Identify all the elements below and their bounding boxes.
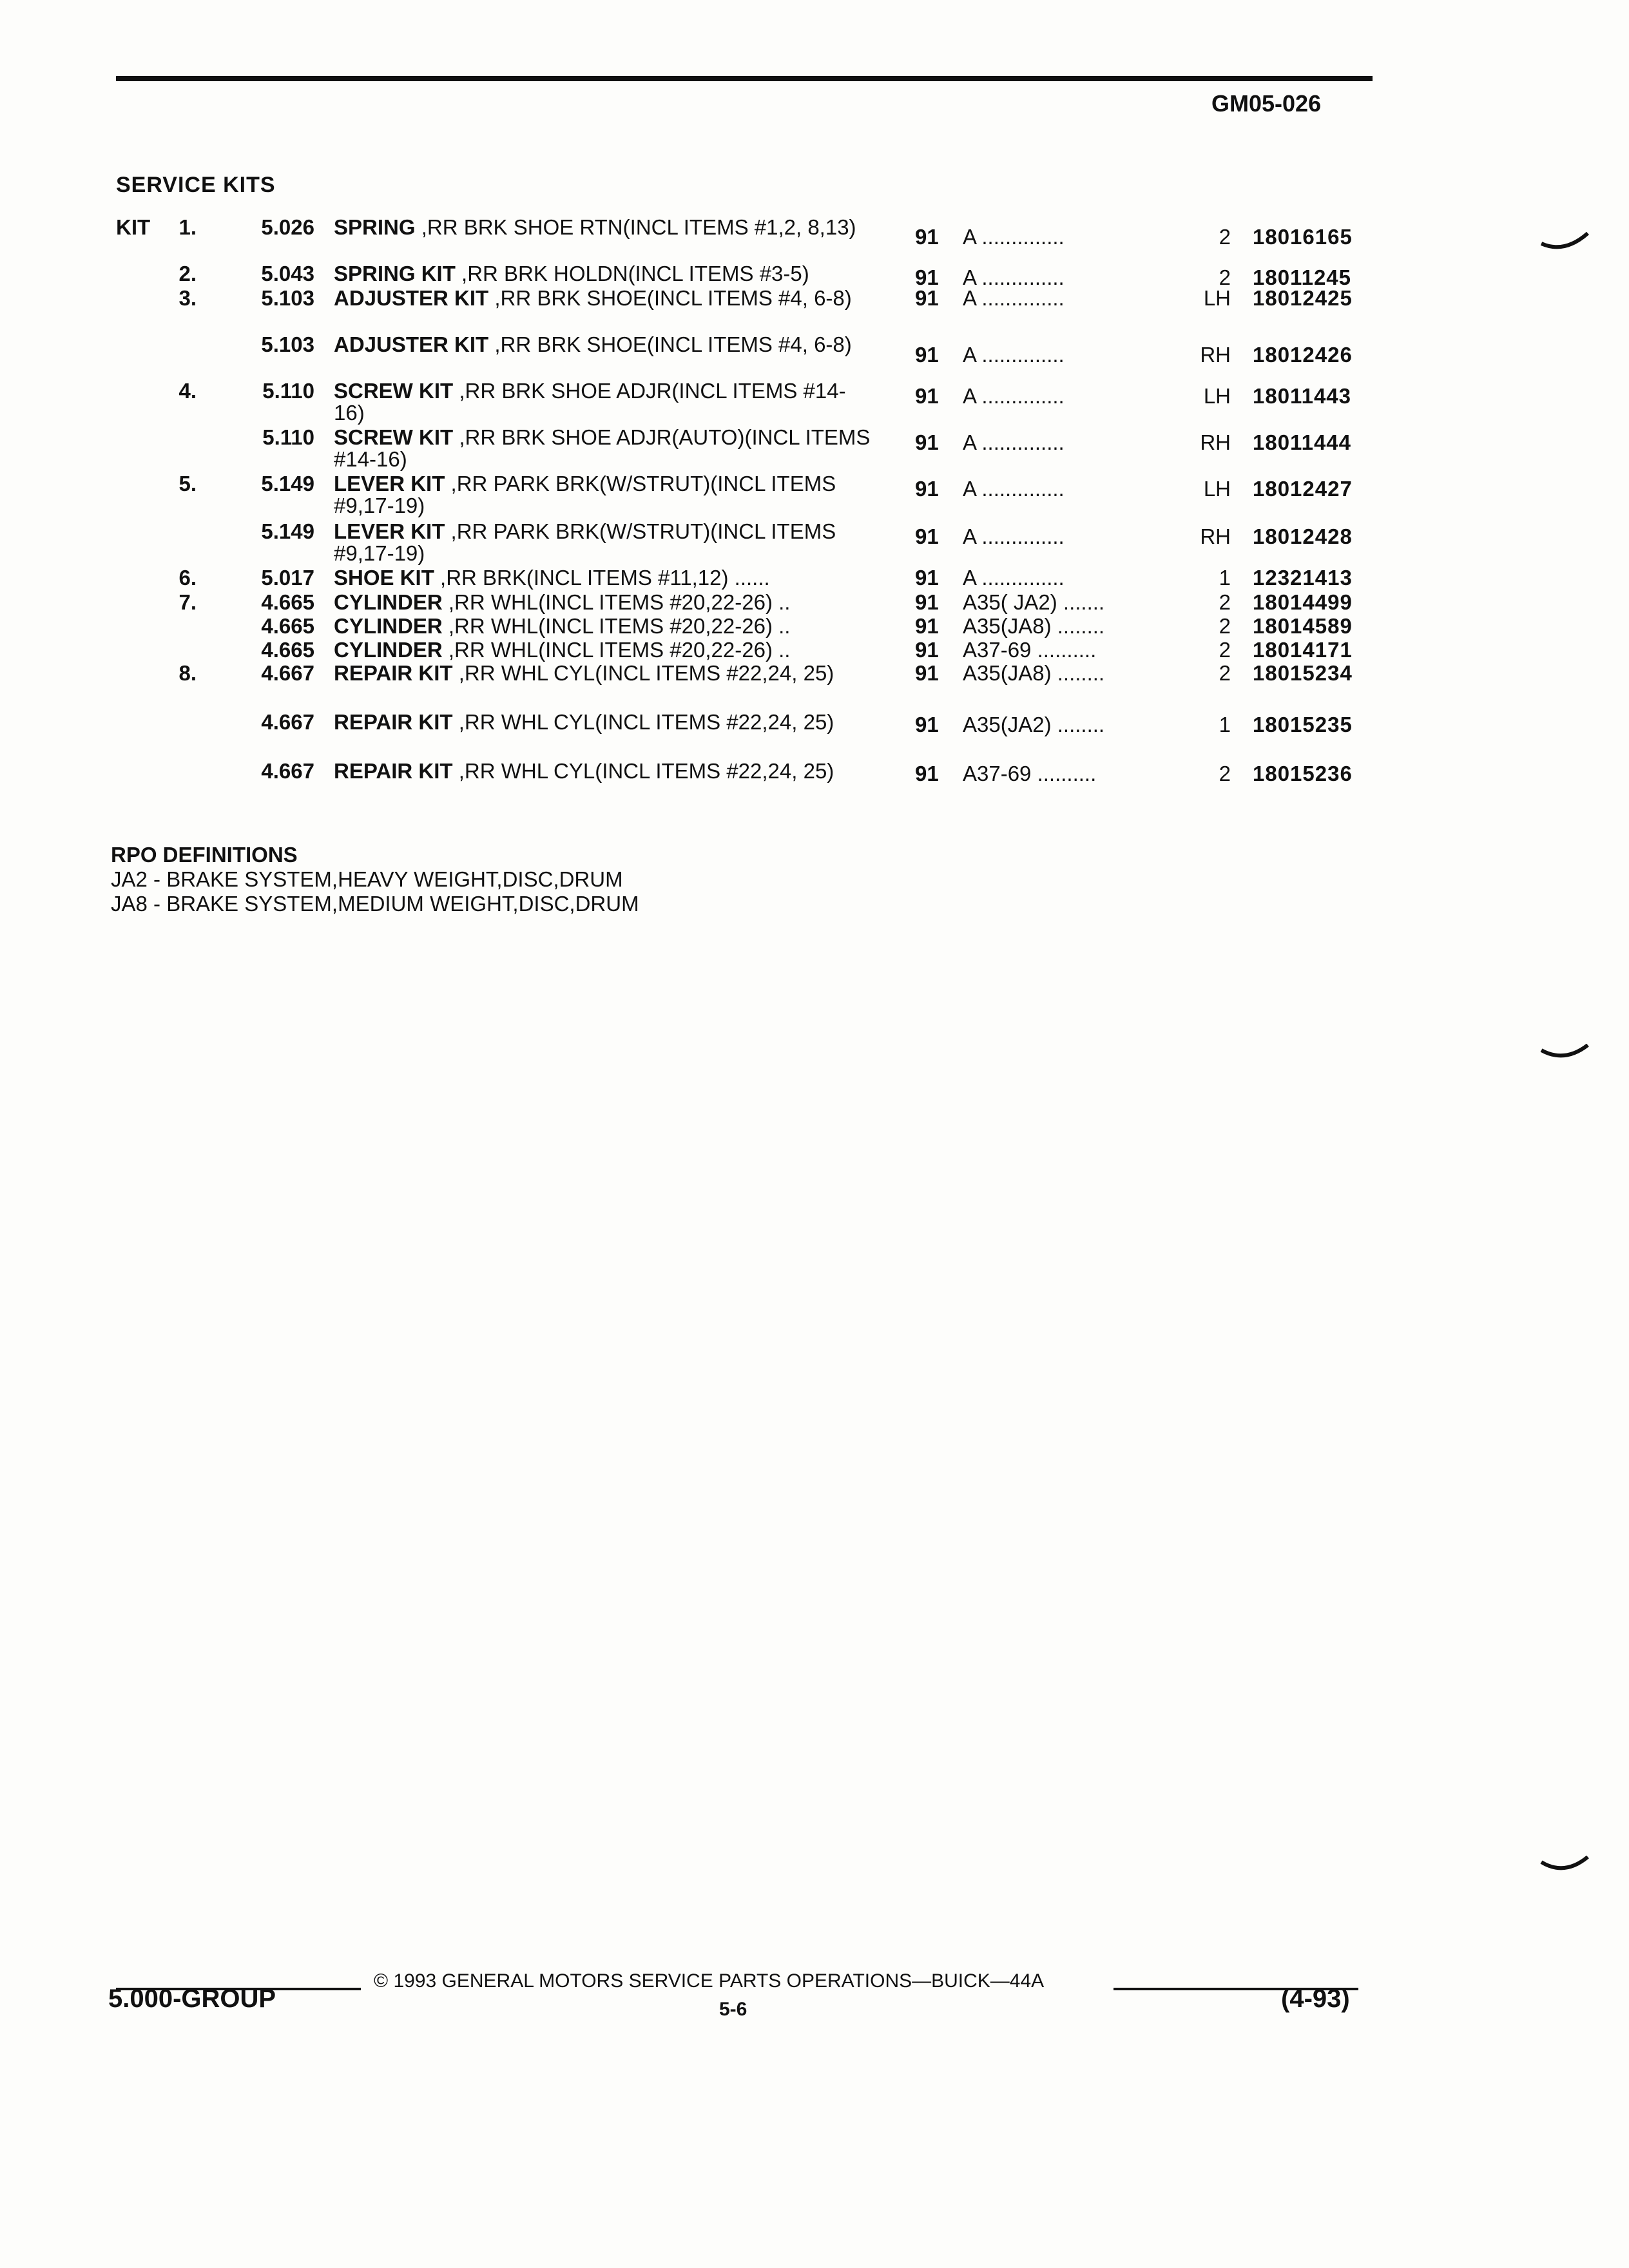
figure-reference: 4.667 — [261, 759, 314, 783]
kit-detail: ,RR BRK SHOE ADJR(INCL ITEMS #14-16) — [334, 379, 846, 425]
kit-name: SPRING — [334, 215, 416, 239]
kit-number: 6. — [178, 566, 197, 590]
part-number: 18012428 — [1253, 524, 1353, 548]
model-code: A35(JA2) ........ — [963, 713, 1105, 736]
model-code: A35( JA2) ....... — [963, 590, 1105, 614]
quantity: 1 — [1219, 566, 1231, 590]
quantity: RH — [1200, 343, 1231, 367]
kit-detail: ,RR WHL CYL(INCL ITEMS #22,24, 25) — [458, 710, 834, 734]
kit-description — [334, 216, 875, 238]
kit-detail: ,RR PARK BRK(W/STRUT)(INCL ITEMS #9,17-19) — [334, 472, 836, 517]
part-number: 18012425 — [1253, 286, 1353, 310]
kit-row — [0, 427, 1629, 473]
model-code: A35(JA8) ........ — [963, 661, 1105, 685]
model-code: A .............. — [963, 477, 1065, 501]
kit-name: SHOE KIT — [334, 566, 434, 590]
part-number: 18011443 — [1253, 384, 1352, 408]
figure-reference: 4.665 — [261, 590, 314, 614]
kit-number: 2. — [178, 262, 197, 285]
kit-name: SCREW KIT — [334, 425, 454, 449]
kit-name: SCREW KIT — [334, 379, 454, 403]
figure-reference: 4.667 — [261, 661, 314, 685]
kit-detail: ,RR WHL CYL(INCL ITEMS #22,24, 25) — [458, 759, 834, 783]
kit-name: SPRING KIT — [334, 262, 456, 285]
kit-description — [334, 380, 875, 424]
page-number: 5-6 — [719, 1999, 747, 2020]
kit-row — [0, 334, 1629, 380]
binding-hole-mark — [1540, 1856, 1589, 1875]
model-code: A .............. — [963, 265, 1065, 289]
binding-hole-mark — [1540, 232, 1589, 251]
kit-description — [334, 567, 875, 589]
kit-row — [0, 216, 1629, 263]
kit-detail: ,RR BRK SHOE(INCL ITEMS #4, 6-8) — [494, 332, 852, 356]
model-year: 91 — [915, 713, 939, 736]
kit-name: LEVER KIT — [334, 519, 445, 543]
model-year: 91 — [915, 661, 939, 685]
kit-name: REPAIR KIT — [334, 759, 453, 783]
kit-detail: ,RR BRK SHOE(INCL ITEMS #4, 6-8) — [494, 286, 852, 310]
kit-row — [0, 263, 1629, 287]
quantity: 1 — [1219, 713, 1231, 736]
kit-name: REPAIR KIT — [334, 710, 453, 734]
rpo-definition: JA2 - BRAKE SYSTEM,HEAVY WEIGHT,DISC,DRUM — [111, 867, 623, 891]
model-code: A .............. — [963, 524, 1065, 548]
model-year: 91 — [915, 477, 939, 501]
kit-description — [334, 760, 875, 782]
figure-reference: 5.026 — [261, 215, 314, 239]
binding-hole-mark — [1540, 1044, 1589, 1063]
figure-reference: 5.103 — [261, 332, 314, 356]
kit-description — [334, 639, 875, 661]
section-title: SERVICE KITS — [116, 173, 276, 197]
kit-detail: ,RR BRK(INCL ITEMS #11,12) ...... — [440, 566, 770, 590]
kit-row — [0, 473, 1629, 521]
kit-number: 8. — [178, 661, 197, 685]
kit-detail: ,RR BRK HOLDN(INCL ITEMS #3-5) — [461, 262, 809, 285]
kit-description — [334, 263, 875, 285]
kit-name: ADJUSTER KIT — [334, 286, 489, 310]
kit-row — [0, 287, 1629, 334]
part-number: 18014589 — [1253, 614, 1353, 638]
kit-row — [0, 567, 1629, 591]
model-year: 91 — [915, 384, 939, 408]
part-number: 18011245 — [1253, 265, 1352, 289]
model-code: A .............. — [963, 225, 1065, 249]
group-label: 5.000-GROUP — [108, 1984, 276, 2013]
figure-reference: 5.043 — [261, 262, 314, 285]
kit-label: KIT — [116, 215, 151, 239]
kit-detail: ,RR WHL(INCL ITEMS #20,22-26) .. — [448, 590, 791, 614]
quantity: RH — [1200, 430, 1231, 454]
part-number: 18012427 — [1253, 477, 1353, 501]
model-year: 91 — [915, 566, 939, 590]
model-code: A .............. — [963, 286, 1065, 310]
kit-description — [334, 662, 875, 684]
quantity: 2 — [1219, 638, 1231, 662]
service-kits-list — [0, 216, 1629, 809]
kit-detail: ,RR WHL(INCL ITEMS #20,22-26) .. — [448, 614, 791, 638]
kit-row — [0, 760, 1629, 809]
quantity: LH — [1203, 286, 1231, 310]
model-code: A37-69 .......... — [963, 638, 1097, 662]
kit-description — [334, 334, 875, 356]
quantity: LH — [1203, 477, 1231, 501]
model-year: 91 — [915, 590, 939, 614]
kit-name: REPAIR KIT — [334, 661, 453, 685]
rpo-definition: JA8 - BRAKE SYSTEM,MEDIUM WEIGHT,DISC,DRUM — [111, 892, 639, 916]
part-number: 18012426 — [1253, 343, 1353, 367]
part-number: 12321413 — [1253, 566, 1353, 590]
model-code: A37-69 .......... — [963, 762, 1097, 785]
figure-reference: 4.665 — [261, 614, 314, 638]
kit-number: 3. — [178, 286, 197, 310]
part-number: 18015234 — [1253, 661, 1353, 685]
kit-number: 4. — [178, 379, 197, 403]
kit-name: ADJUSTER KIT — [334, 332, 489, 356]
kit-name: CYLINDER — [334, 638, 443, 662]
kit-row — [0, 662, 1629, 711]
quantity: 2 — [1219, 265, 1231, 289]
quantity: LH — [1203, 384, 1231, 408]
kit-description — [334, 521, 875, 564]
model-code: A .............. — [963, 566, 1065, 590]
part-number: 18014171 — [1253, 638, 1353, 662]
kit-description — [334, 591, 875, 613]
kit-number: 7. — [178, 590, 197, 614]
kit-detail: ,RR BRK SHOE ADJR(AUTO)(INCL ITEMS #14-16) — [334, 425, 871, 471]
kit-row — [0, 639, 1629, 662]
kit-description — [334, 711, 875, 733]
model-year: 91 — [915, 762, 939, 785]
part-number: 18015235 — [1253, 713, 1353, 736]
kit-detail: ,RR WHL(INCL ITEMS #20,22-26) .. — [448, 638, 791, 662]
kit-description — [334, 287, 875, 309]
kit-row — [0, 711, 1629, 760]
figure-reference: 4.665 — [261, 638, 314, 662]
kit-row — [0, 591, 1629, 615]
part-number: 18014499 — [1253, 590, 1353, 614]
kit-name: LEVER KIT — [334, 472, 445, 495]
part-number: 18011444 — [1253, 430, 1352, 454]
kit-description — [334, 615, 875, 637]
kit-row — [0, 521, 1629, 567]
figure-reference: 5.103 — [261, 286, 314, 310]
quantity: 2 — [1219, 225, 1231, 249]
kit-row — [0, 615, 1629, 639]
rpo-definitions-title: RPO DEFINITIONS — [111, 843, 298, 867]
figure-reference: 5.110 — [262, 425, 314, 449]
model-year: 91 — [915, 638, 939, 662]
figure-reference: 5.110 — [262, 379, 314, 403]
model-code: A35(JA8) ........ — [963, 614, 1105, 638]
part-number: 18016165 — [1253, 225, 1353, 249]
quantity: 2 — [1219, 590, 1231, 614]
kit-name: CYLINDER — [334, 614, 443, 638]
model-year: 91 — [915, 225, 939, 249]
kit-description — [334, 427, 875, 470]
part-number: 18015236 — [1253, 762, 1353, 785]
figure-reference: 5.149 — [261, 519, 314, 543]
kit-detail: ,RR PARK BRK(W/STRUT)(INCL ITEMS #9,17-19) — [334, 519, 836, 565]
quantity: 2 — [1219, 614, 1231, 638]
figure-reference: 4.667 — [261, 710, 314, 734]
model-code: A .............. — [963, 343, 1065, 367]
model-year: 91 — [915, 286, 939, 310]
model-code: A .............. — [963, 384, 1065, 408]
quantity: 2 — [1219, 661, 1231, 685]
model-year: 91 — [915, 343, 939, 367]
kit-number: 1. — [178, 215, 197, 239]
document-id: GM05-026 — [1211, 90, 1322, 117]
copyright-notice: © 1993 GENERAL MOTORS SERVICE PARTS OPERATIONS—BUICK—44A — [374, 1970, 1045, 1992]
figure-reference: 5.017 — [261, 566, 314, 590]
revision-date: (4-93) — [1281, 1984, 1350, 2013]
kit-detail: ,RR WHL CYL(INCL ITEMS #22,24, 25) — [458, 661, 834, 685]
kit-name: CYLINDER — [334, 590, 443, 614]
model-year: 91 — [915, 524, 939, 548]
kit-detail: ,RR BRK SHOE RTN(INCL ITEMS #1,2, 8,13) — [421, 215, 856, 239]
kit-description — [334, 473, 875, 517]
figure-reference: 5.149 — [261, 472, 314, 495]
kit-row — [0, 380, 1629, 427]
quantity: 2 — [1219, 762, 1231, 785]
model-code: A .............. — [963, 430, 1065, 454]
top-rule — [116, 76, 1373, 81]
quantity: RH — [1200, 524, 1231, 548]
kit-number: 5. — [178, 472, 197, 495]
model-year: 91 — [915, 265, 939, 289]
model-year: 91 — [915, 614, 939, 638]
model-year: 91 — [915, 430, 939, 454]
